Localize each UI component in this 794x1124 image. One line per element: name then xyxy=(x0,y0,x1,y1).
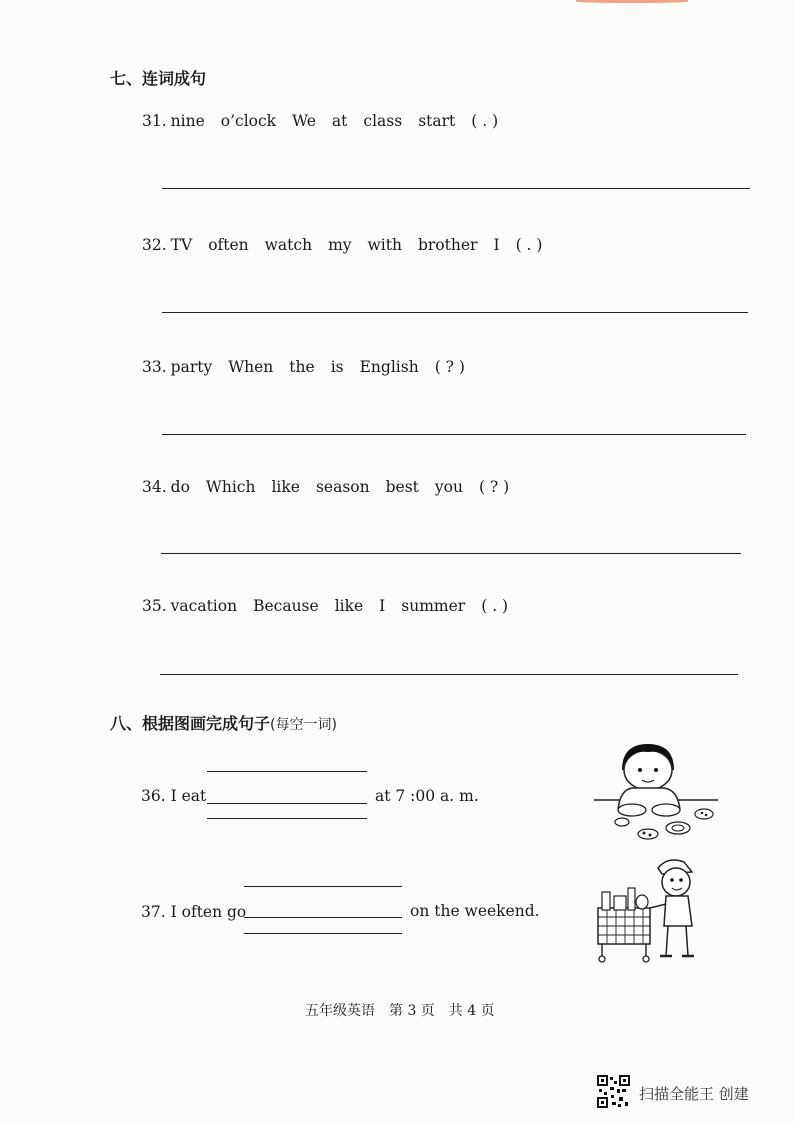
scrambled-word: ( . ) xyxy=(515,236,543,254)
scrambled-word: ( . ) xyxy=(481,597,509,615)
scrambled-word: like xyxy=(334,597,364,615)
scrambled-word: ( . ) xyxy=(471,112,499,130)
q36-blank-1[interactable] xyxy=(207,771,367,772)
scrambled-word: at xyxy=(331,112,348,130)
scrambled-word: I xyxy=(493,236,500,254)
scrambled-word: with xyxy=(367,236,402,254)
answer-line-31[interactable] xyxy=(162,188,750,189)
scrambled-word: summer xyxy=(401,597,466,615)
scrambled-word: vacation xyxy=(170,597,238,615)
q37-suffix: on the weekend. xyxy=(410,902,540,920)
scrambled-word: party xyxy=(170,358,213,376)
section-7-title: 七、连词成句 xyxy=(110,69,207,88)
scrambled-word: Which xyxy=(205,478,256,496)
q37-blank-3[interactable] xyxy=(244,933,402,934)
question-33 xyxy=(142,358,481,376)
answer-line-32[interactable] xyxy=(162,312,748,313)
q37-blank-1[interactable] xyxy=(244,886,402,887)
section-8-heading: 八、根据图画完成句子 xyxy=(110,714,271,733)
answer-line-34[interactable] xyxy=(161,553,741,554)
scrambled-word: my xyxy=(328,236,352,254)
answer-line-35[interactable] xyxy=(160,674,738,675)
q37-prefix: 37. I often go xyxy=(141,903,247,921)
scanner-watermark: 扫描全能王 创建 xyxy=(639,1085,749,1103)
scrambled-word: best xyxy=(385,478,419,496)
scrambled-word: brother xyxy=(417,236,478,254)
scrambled-word: season xyxy=(315,478,370,496)
scrambled-word: you xyxy=(434,478,463,496)
q36-suffix: at 7 :00 a. m. xyxy=(375,787,479,805)
scrambled-word: is xyxy=(330,358,344,376)
page-footer: 五年级英语 第 3 页 共 4 页 xyxy=(305,1003,495,1019)
question-number: 33. xyxy=(142,358,167,376)
scrambled-word: TV xyxy=(170,236,193,254)
scrambled-word: the xyxy=(289,358,315,376)
question-32 xyxy=(142,236,558,254)
question-35 xyxy=(142,597,524,615)
top-stain xyxy=(576,0,688,3)
scrambled-word: nine xyxy=(170,112,205,130)
scrambled-word: watch xyxy=(264,236,313,254)
section-8-note: (每空一词) xyxy=(270,717,337,733)
q36-prefix: 36. I eat xyxy=(141,787,207,805)
question-number: 35. xyxy=(142,597,167,615)
answer-line-33[interactable] xyxy=(162,434,746,435)
qr-code-icon xyxy=(597,1075,630,1108)
section-8-title xyxy=(110,711,337,734)
scrambled-word: like xyxy=(271,478,300,496)
scrambled-word: often xyxy=(208,236,249,254)
scrambled-word: do xyxy=(170,478,190,496)
q36-blank-2[interactable] xyxy=(207,803,367,804)
shopping-boy-icon xyxy=(588,852,708,968)
boy-eating-icon xyxy=(592,740,722,848)
question-number: 34. xyxy=(142,478,167,496)
question-number: 32. xyxy=(142,236,167,254)
scrambled-word: ( ? ) xyxy=(478,478,510,496)
scrambled-word: Because xyxy=(253,597,319,615)
q36-blank-3[interactable] xyxy=(207,818,367,819)
scrambled-word: class xyxy=(363,112,403,130)
scrambled-word: ( ? ) xyxy=(434,358,465,376)
scrambled-word: o’clock xyxy=(220,112,277,130)
question-31 xyxy=(142,112,514,130)
scrambled-word: I xyxy=(379,597,386,615)
scrambled-word: When xyxy=(228,358,274,376)
scrambled-word: We xyxy=(292,112,316,130)
scrambled-word: English xyxy=(359,358,419,376)
q37-blank-2[interactable] xyxy=(244,917,402,918)
scrambled-word: start xyxy=(418,112,456,130)
question-number: 31. xyxy=(142,112,167,130)
question-34 xyxy=(142,478,525,496)
